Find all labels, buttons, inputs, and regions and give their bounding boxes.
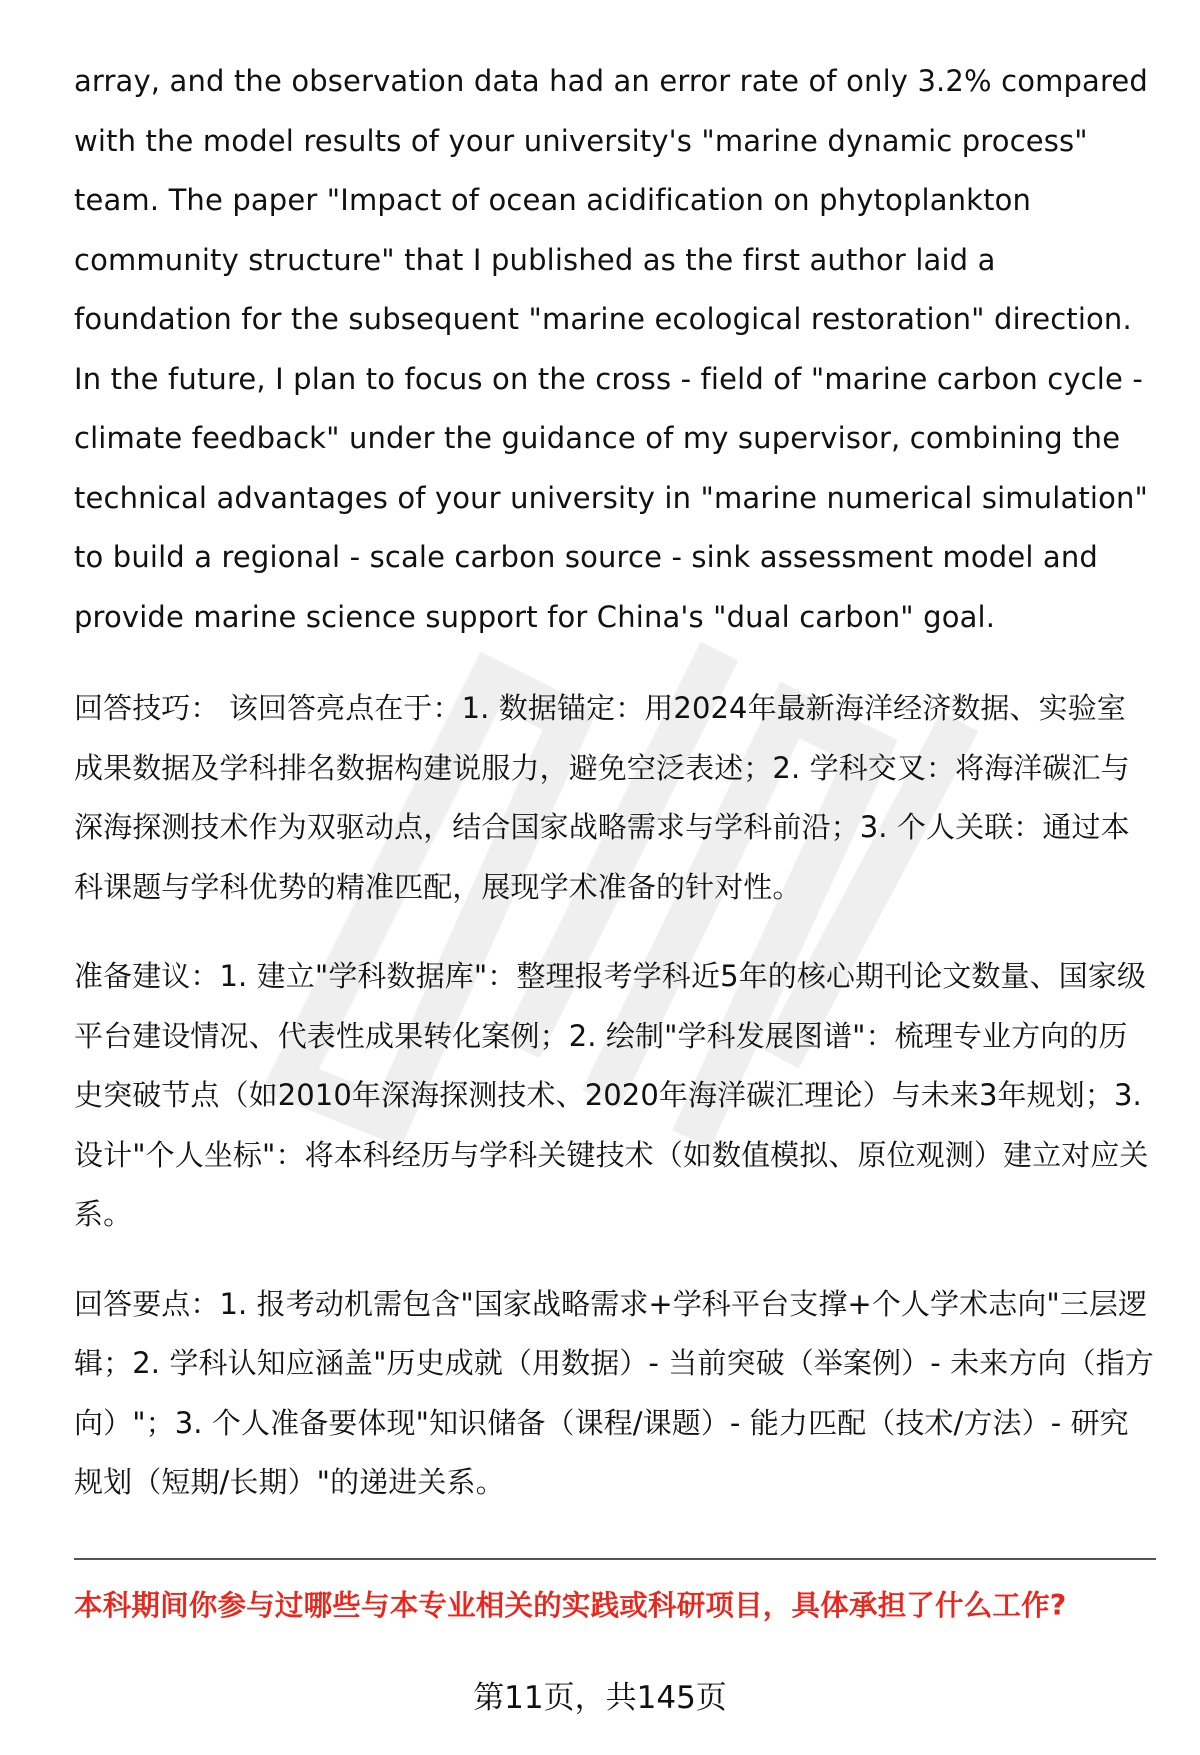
main-content — [74, 52, 1154, 1513]
preparation-suggestions-paragraph: 准备建议：1. 建立"学科数据库"：整理报考学科近5年的核心期刊论文数量、国家级平台建设情况、代表性成果转化案例；2. 绘制"学科发展图谱"：梳理专业方向的历史突破节点（如2010年深海探测技术、2020年海洋碳汇理论）与未来3年规划；3. 设计"个人坐标"：将本科经历与学科关键技术（如数值模拟、原位观测）建立对应关系。 — [74, 959, 1149, 1231]
section-divider — [74, 1558, 1156, 1560]
page-number-footer: 第11页，共145页 — [473, 1680, 727, 1716]
answer-tips-paragraph: 回答技巧： 该回答亮点在于：1. 数据锚定：用2024年最新海洋经济数据、实验室成果数据及学科排名数据构建说服力，避免空泛表述；2. 学科交叉：将海洋碳汇与深海探测技术作为双驱动点，结合国家战略需求与学科前沿；3. 个人关联：通过本科课题与学科优势的精准匹配，展现学术准备的针对性。 — [74, 691, 1130, 904]
next-question-heading: 本科期间你参与过哪些与本专业相关的实践或科研项目，具体承担了什么工作? — [74, 1589, 1067, 1622]
english-answer-paragraph: array, and the observation data had an error rate of only 3.2% compared with the model results of your university's "marine dynamic process" team. The paper "Impact of ocean acidification on phytoplankton community structure" that I published as the first author laid a foundation for the subsequent "marine ecological restoration" direction. In the future, I plan to focus on the cross - field of "marine carbon cycle - climate feedback" under the guidance of my supervisor, combining the technical advantages of your university in "marine numerical simulation" to build a regional - scale carbon source - sink assessment model and provide marine science support for China's "dual carbon" goal. — [74, 64, 1149, 634]
answer-key-points-paragraph: 回答要点：1. 报考动机需包含"国家战略需求+学科平台支撑+个人学术志向"三层逻辑；2. 学科认知应涵盖"历史成就（用数据）- 当前突破（举案例）- 未来方向（指方向）"；3. 个人准备要体现"知识储备（课程/课题）- 能力匹配（技术/方法）- 研究规划（短期/长期）"的递进关系。 — [74, 1286, 1154, 1499]
